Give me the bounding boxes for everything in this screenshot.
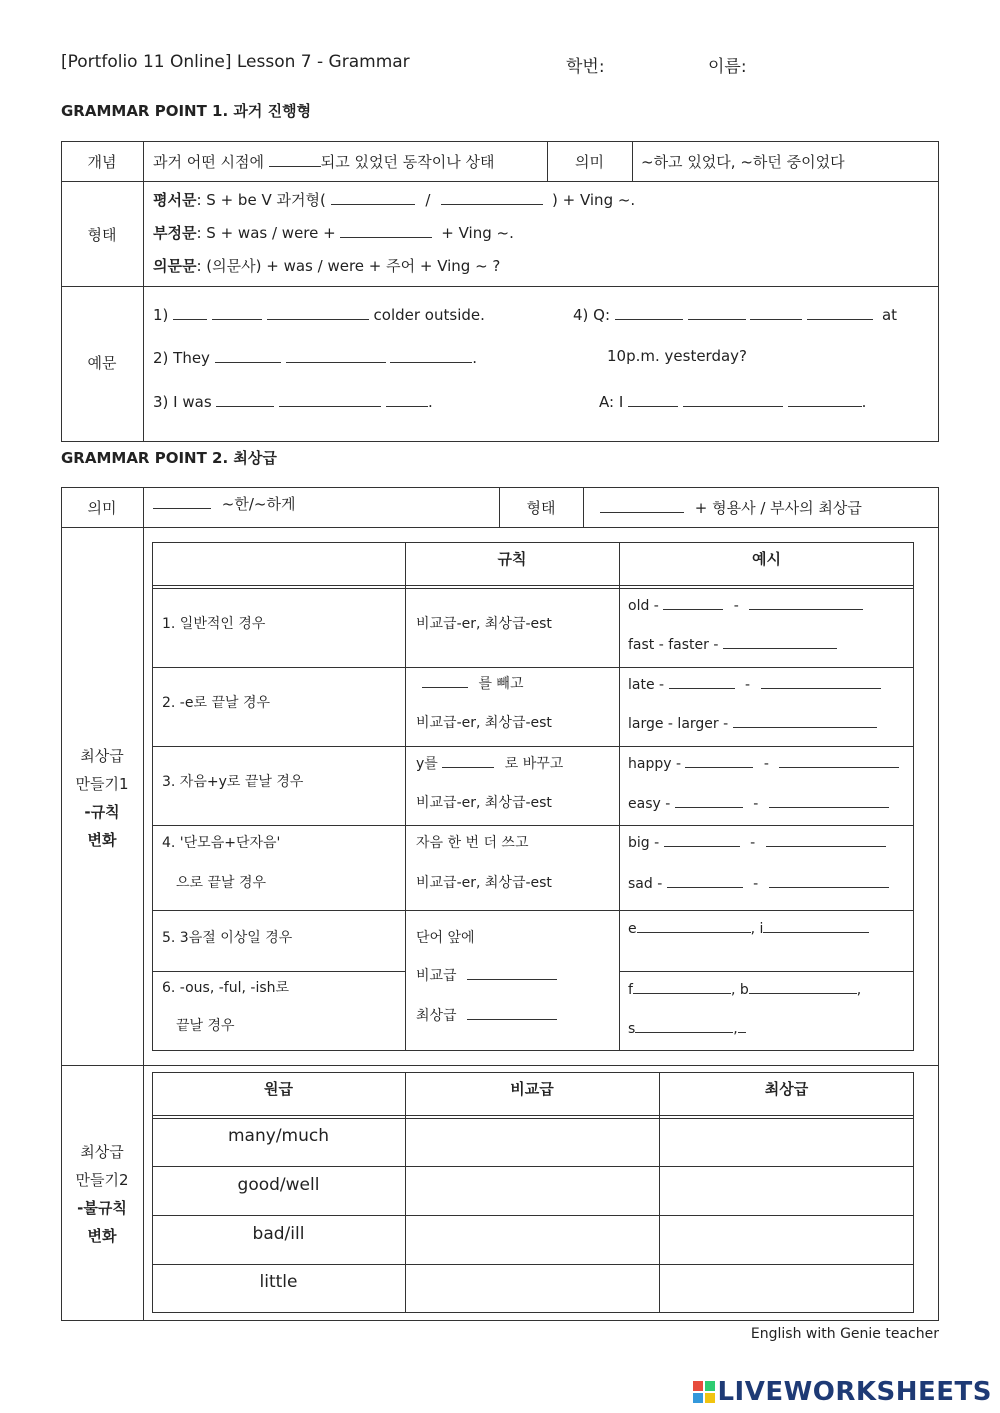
sad-superlative-blank[interactable] [769,872,889,888]
late-comparative-blank[interactable] [669,673,735,689]
ex4-blank-4[interactable] [807,304,873,320]
e-word-blank[interactable] [637,917,751,933]
i-word-blank[interactable] [763,917,869,933]
b-word-blank[interactable] [749,978,857,994]
big-superlative-blank[interactable] [766,831,886,847]
example-s: s , [628,1017,746,1037]
sad-comparative-blank[interactable] [667,872,743,888]
ex3-blank-3[interactable] [386,391,428,407]
rule-text-3a: y를 로 바꾸고 [416,752,563,773]
rule-case-4b: 으로 끝날 경우 [176,875,267,891]
ex3-blank-2[interactable] [279,391,381,407]
concept-blank[interactable] [269,151,321,167]
ex1-blank-1[interactable] [173,304,207,320]
example-late: late - - [628,673,881,693]
student-number-label: 학번: [566,57,605,77]
answer-little-comparative[interactable] [406,1265,658,1312]
happy-comparative-blank[interactable] [685,752,753,768]
old-superlative-blank[interactable] [749,594,863,610]
ex4-blank-3[interactable] [750,304,802,320]
form-blank-were[interactable] [441,189,543,205]
p2-form-blank[interactable] [600,497,684,513]
rule-case-2: 2. -e로 끝날 경우 [162,695,270,711]
example-header: 예시 [752,550,781,568]
p2-meaning-label: 의미 [87,499,117,517]
old-comparative-blank[interactable] [663,594,723,610]
rule-text-5c: 최상급 [416,1004,557,1025]
p2-form-label: 형태 [526,499,556,517]
answer-bad-comparative[interactable] [406,1216,658,1263]
answer-many-comparative[interactable] [406,1119,658,1165]
example-2: 2) They . [153,349,478,367]
ex1-blank-2[interactable] [212,304,262,320]
irregular-header-base: 원급 [264,1080,293,1098]
form-blank-not[interactable] [340,222,432,238]
rule-text-1: 비교급-er, 최상급-est [416,616,552,632]
liveworksheets-logo: LIVEWORKSHEETS [693,1377,992,1407]
credit-text: English with Genie teacher [750,1326,939,1342]
rule-text-4: 비교급-er, 최상급-est [416,875,552,891]
ex3-blank-1[interactable] [216,391,274,407]
p2-meaning-blank[interactable] [153,493,211,509]
form-affirmative: 평서문: S + be V 과거형( / ) + Ving ~. [153,191,636,209]
happy-superlative-blank[interactable] [779,752,899,768]
grammar-point-1-title: GRAMMAR POINT 1. 과거 진행형 [61,102,312,120]
irregular-word-many-much: many/much [228,1126,329,1146]
late-superlative-blank[interactable] [761,673,881,689]
rule-case-1: 1. 일반적인 경우 [162,616,266,632]
ex4-ans-blank-3[interactable] [788,391,862,407]
answer-little-superlative[interactable] [660,1265,913,1312]
ex4-ans-blank-1[interactable] [628,391,678,407]
example-fast: fast - faster - [628,633,837,653]
p2-form-text: + 형용사 / 부사의 최상급 [600,497,862,518]
answer-good-superlative[interactable] [660,1167,913,1214]
example-3: 3) I was . [153,393,433,411]
example-4-question: 4) Q: at [573,306,898,324]
rule-case-6b: 끝날 경우 [176,1018,235,1034]
easy-superlative-blank[interactable] [769,792,889,808]
rule3-blank[interactable] [442,752,494,768]
regular-change-label: 최상급 만들기1 -규칙 변화 [75,747,129,849]
liveworksheets-logo-icon [693,1381,715,1403]
meaning-label: 의미 [575,153,604,171]
ex2-blank-2[interactable] [286,347,386,363]
form-blank-was[interactable] [331,189,415,205]
superlative-word-blank[interactable] [467,1004,557,1020]
student-name-label: 이름: [708,57,747,77]
rule-text-4a: 자음 한 번 더 쓰고 [416,835,529,851]
worksheet-title: [Portfolio 11 Online] Lesson 7 - Grammar [61,52,410,72]
rule2-blank[interactable] [422,672,468,688]
answer-good-comparative[interactable] [406,1167,658,1214]
ex1-blank-3[interactable] [267,304,369,320]
rule-text-2a: 를 빼고 [422,672,523,693]
rule-text-5b: 비교급 [416,964,557,985]
s-word-blank[interactable] [635,1017,733,1033]
large-superlative-blank[interactable] [733,712,877,728]
answer-many-superlative[interactable] [660,1119,913,1165]
ex2-blank-3[interactable] [390,347,472,363]
grammar-point-2-title: GRAMMAR POINT 2. 최상급 [61,449,277,467]
concept-label: 개념 [87,153,117,171]
rule-case-6a: 6. -ous, -ful, -ish로 [162,980,290,996]
easy-comparative-blank[interactable] [675,792,743,808]
form-negative: 부정문: S + was / were + + Ving ~. [153,224,514,242]
irregular-header-comparative: 비교급 [510,1080,554,1098]
example-old: old - - [628,594,863,614]
irregular-change-label: 최상급 만들기2 -불규칙 변화 [75,1143,129,1245]
irregular-word-good-well: good/well [237,1175,320,1195]
example-large: large - larger - [628,712,877,732]
big-comparative-blank[interactable] [664,831,740,847]
p2-meaning-text: ~한/~하게 [153,493,295,514]
example-f-b: f , b , [628,978,861,998]
irregular-word-little: little [259,1272,298,1292]
example-big: big - - [628,831,886,851]
rule-text-2: 비교급-er, 최상급-est [416,715,552,731]
comparative-word-blank[interactable] [467,964,557,980]
rule-text-5a: 단어 앞에 [416,930,475,946]
example-sad: sad - - [628,872,889,892]
ex4-blank-2[interactable] [688,304,746,320]
example-1: 1) colder outside. [153,306,485,324]
example-4-time: 10p.m. yesterday? [607,347,748,365]
ex2-blank-1[interactable] [215,347,281,363]
example-4-answer: A: I . [599,393,867,411]
example-happy: happy - - [628,752,899,772]
rule-header: 규칙 [497,550,527,568]
ex4-ans-blank-2[interactable] [683,391,783,407]
rule-case-4a: 4. '단모음+단자음' [162,835,281,851]
f-word-blank[interactable] [633,978,731,994]
concept-text: 과거 어떤 시점에 되고 있었던 동작이나 상태 [153,153,495,171]
irregular-word-bad-ill: bad/ill [252,1224,305,1244]
ex4-blank-1[interactable] [615,304,683,320]
irregular-header-superlative: 최상급 [764,1080,809,1098]
rule-text-3: 비교급-er, 최상급-est [416,795,552,811]
fast-superlative-blank[interactable] [723,633,837,649]
form-label: 형태 [87,226,117,244]
rule-case-3: 3. 자음+y로 끝날 경우 [162,774,304,790]
example-easy: easy - - [628,792,889,812]
meaning-text: ~하고 있었다, ~하던 중이었다 [641,153,845,171]
example-e-i: e , i [628,917,869,937]
form-question: 의문문: (의문사) + was / were + 주어 + Ving ~ ? [153,257,501,275]
rule-case-5: 5. 3음절 이상일 경우 [162,930,293,946]
answer-bad-superlative[interactable] [660,1216,913,1263]
example-label: 예문 [87,354,117,372]
